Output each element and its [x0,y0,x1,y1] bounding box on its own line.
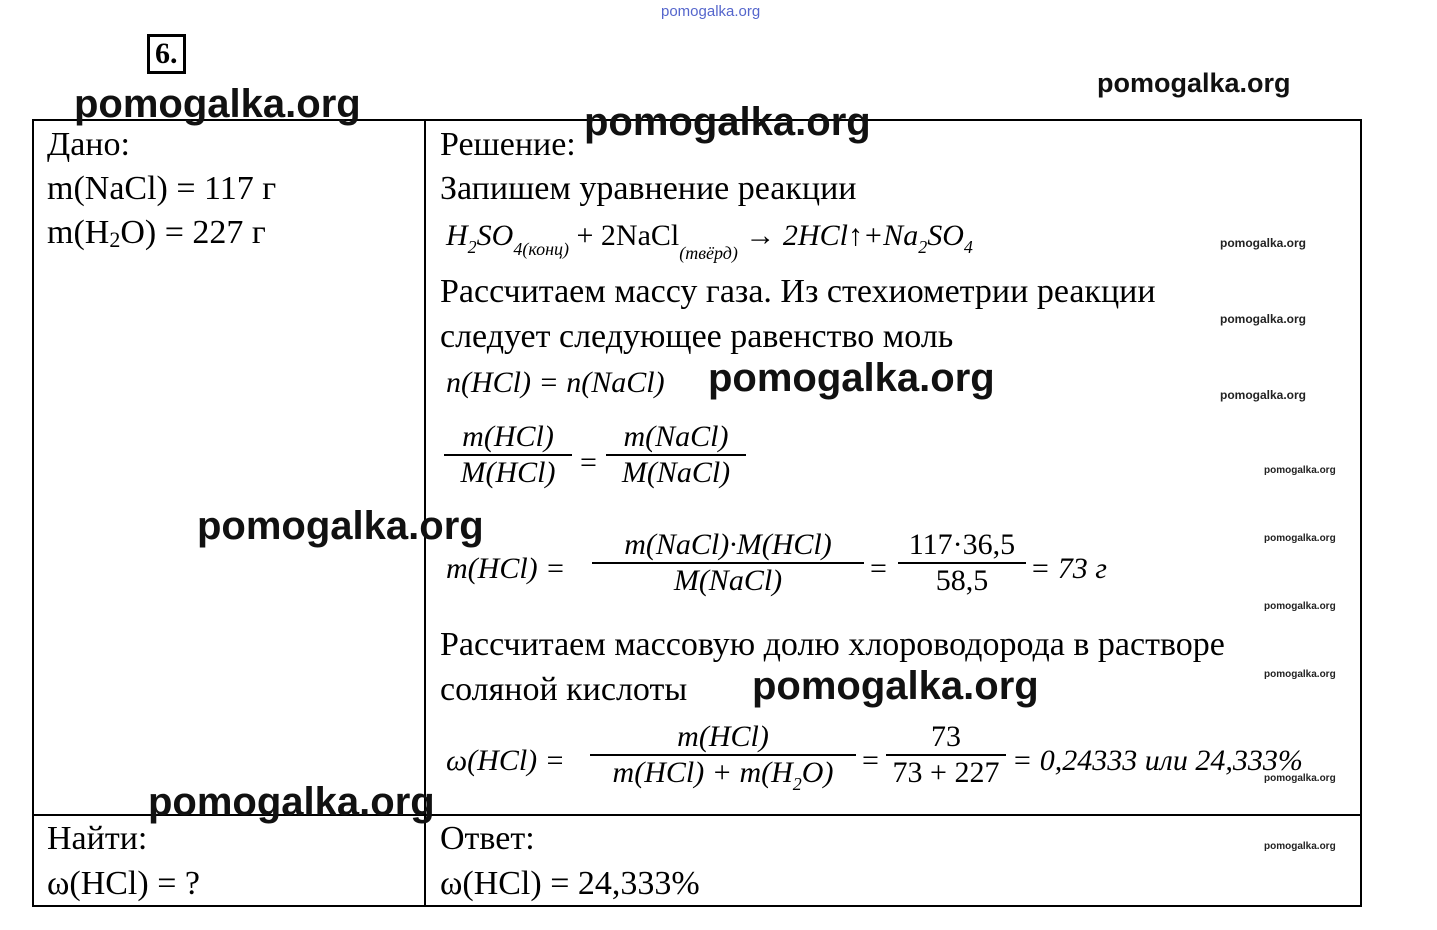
reaction-arrow-hcl: → 2HCl [745,219,848,252]
ratio-left-denominator: M(HCl) [460,456,556,489]
fraction-eq-equals: = [862,744,879,777]
mass-eq-fraction [592,528,864,598]
table-border-left [32,119,34,907]
watermark: pomogalka.org [1264,773,1336,784]
given-water-sub: 2 [109,227,121,252]
problem-number: 6. [147,34,186,74]
find-title: Найти: [47,820,148,857]
ratio-equals: = [580,446,597,479]
fraction-eq-result: = 0,24333 или 24,333% [1012,744,1303,777]
ratio-left-numerator: m(HCl) [462,420,554,453]
watermark: pomogalka.org [752,664,1039,708]
ratio-left-fraction [444,420,572,490]
given-nacl-mass: m(NaCl) = 117 г [47,170,277,207]
table-border-bottom [32,905,1362,907]
reaction-na: +Na [862,219,919,252]
equation-moles: n(HCl) = n(NaCl) [446,366,665,399]
ratio-right-numerator: m(NaCl) [623,420,729,453]
solution-step2-line1: Рассчитаем массу газа. Из стехиометрии реакции [440,273,1156,310]
reaction-nacl: + 2NaCl [576,219,680,252]
reaction-equation [446,219,973,264]
fraction-eq-numeric-fraction [886,720,1006,790]
mass-eq-numerator: m(NaCl)·M(HCl) [624,528,832,561]
watermark: pomogalka.org [1264,669,1336,680]
mass-eq-numeric-denominator: 58,5 [935,564,989,597]
watermark: pomogalka.org [197,504,484,548]
mass-eq-numeric-fraction [898,528,1026,598]
given-water-pre: m(H [47,214,110,251]
reaction-nacl-sub: (твёрд) [679,243,738,263]
mass-eq-lhs: m(HCl) = [446,552,566,585]
find-value: ω(HCl) = ? [47,865,200,902]
reaction-so: SO [476,219,514,252]
watermark: pomogalka.org [148,780,435,824]
solution-step3-line1: Рассчитаем массовую долю хлороводорода в растворе [440,626,1225,663]
fraction-eq-numeric-numerator: 73 [931,720,961,753]
fraction-eq-den-post: O) [801,756,834,789]
watermark: pomogalka.org [708,356,995,400]
answer-value: ω(HCl) = 24,333% [440,865,700,902]
solution-step2-line2: следует следующее равенство моль [440,318,954,355]
watermark: pomogalka.org [584,100,871,144]
gas-arrow-icon: ↑ [847,219,863,252]
fraction-eq-lhs: ω(HCl) = [446,744,565,777]
fraction-eq-den-pre: m(HCl) + m(H [612,756,793,789]
fraction-eq-numerator: m(HCl) [677,720,769,753]
watermark: pomogalka.org [1220,312,1307,326]
watermark: pomogalka.org [1264,465,1336,476]
mass-eq-result: = 73 г [1030,552,1107,585]
answer-title: Ответ: [440,820,535,857]
ratio-right-denominator: M(NaCl) [621,456,731,489]
reaction-h: H [446,219,468,252]
watermark: pomogalka.org [1220,236,1307,250]
ratio-right-fraction [606,420,746,490]
watermark: pomogalka.org [1264,533,1336,544]
reaction-na-sub: 2 [918,237,928,257]
reaction-h-sub: 2 [467,237,477,257]
mass-eq-equals: = [870,552,887,585]
fraction-eq-fraction [590,720,856,795]
watermark-top: pomogalka.org [661,3,761,20]
table-border-right [1360,119,1362,907]
reaction-so4-sub: 4 [963,237,973,257]
given-title: Дано: [47,126,130,163]
reaction-so4: SO [927,219,964,252]
watermark: pomogalka.org [1264,841,1336,852]
fraction-eq-denominator [613,756,834,795]
watermark: pomogalka.org [1264,601,1336,612]
watermark: pomogalka.org [74,82,361,126]
solution-title: Решение: [440,126,576,163]
mass-eq-numeric-numerator: 117·36,5 [908,528,1016,561]
watermark: pomogalka.org [1220,388,1307,402]
mass-eq-denominator: M(NaCl) [673,564,783,597]
given-water-mass [47,216,266,251]
watermark: pomogalka.org [1097,68,1291,98]
reaction-so4-conc-sub: 4(конц) [513,239,569,259]
solution-step3-line2: соляной кислоты [440,671,688,708]
solution-step1: Запишем уравнение реакции [440,170,857,207]
fraction-eq-numeric-denominator: 73 + 227 [892,756,1000,789]
given-water-post: O) = 227 г [120,214,266,251]
fraction-eq-den-sub: 2 [792,774,802,794]
